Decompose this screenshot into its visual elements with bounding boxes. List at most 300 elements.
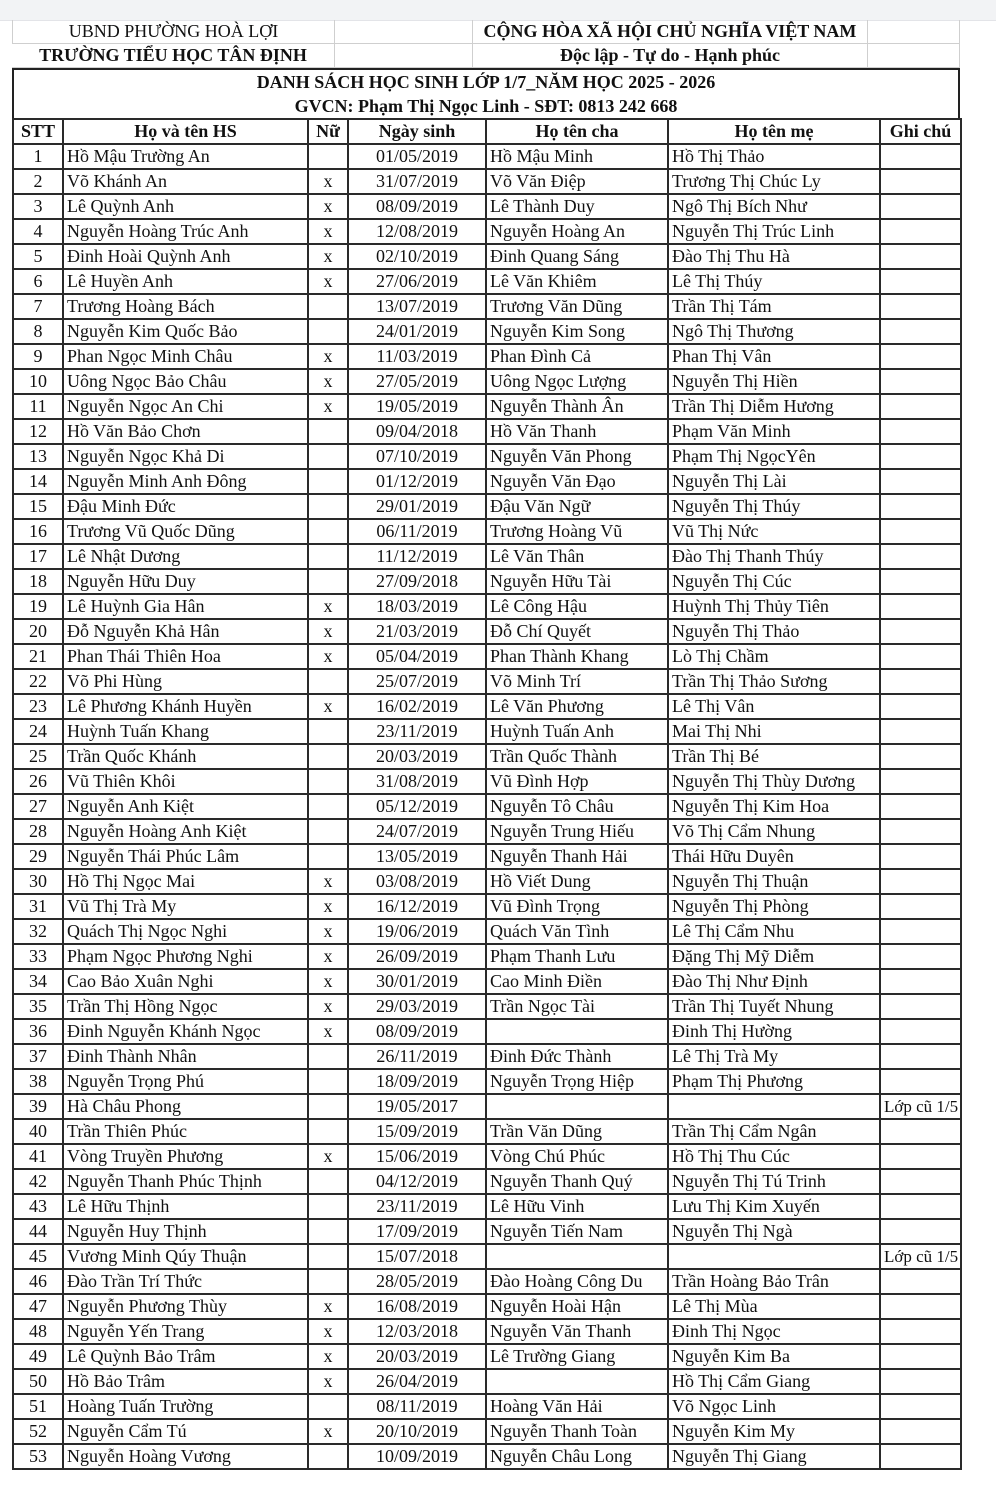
cell-mother-name: Đào Thị Như Định [668,969,880,994]
table-row [13,344,961,369]
cell-mother-name: Thái Hữu Duyên [668,844,880,869]
cell-note [880,744,961,769]
cell-birthdate: 24/01/2019 [348,319,486,344]
cell-stt: 42 [13,1169,63,1194]
cell-birthdate: 29/03/2019 [348,994,486,1019]
cell-stt: 45 [13,1244,63,1269]
cell-female: x [308,344,348,369]
table-row [13,994,961,1019]
cell-stt: 52 [13,1419,63,1444]
cell-mother-name: Nguyễn Thị Cúc [668,569,880,594]
cell-birthdate: 13/07/2019 [348,294,486,319]
cell-mother-name: Vũ Thị Nức [668,519,880,544]
cell-father-name: Lê Công Hậu [486,594,668,619]
col-header-birthdate: Ngày sinh [348,119,486,144]
cell-female: x [308,994,348,1019]
cell-stt: 19 [13,594,63,619]
table-row [13,844,961,869]
cell-father-name: Vũ Đình Trọng [486,894,668,919]
cell-note [880,469,961,494]
cell-father-name: Đinh Đức Thành [486,1044,668,1069]
cell-stt: 10 [13,369,63,394]
cell-stt: 32 [13,919,63,944]
cell-female: x [308,869,348,894]
cell-birthdate: 23/11/2019 [348,1194,486,1219]
cell-father-name: Nguyễn Châu Long [486,1444,668,1469]
cell-mother-name: Trần Thị Tám [668,294,880,319]
cell-father-name [486,1094,668,1119]
cell-note [880,1419,961,1444]
cell-note [880,594,961,619]
table-row [13,1294,961,1319]
table-row [13,1319,961,1344]
cell-female: x [308,969,348,994]
table-row [13,919,961,944]
cell-student-name: Lê Quỳnh Bảo Trâm [63,1344,308,1369]
cell-mother-name: Trần Thị Diễm Hương [668,394,880,419]
cell-student-name: Hoàng Tuấn Trường [63,1394,308,1419]
cell-birthdate: 11/12/2019 [348,544,486,569]
cell-mother-name: Trương Thị Chúc Ly [668,169,880,194]
cell-stt: 22 [13,669,63,694]
cell-father-name: Lê Hữu Vinh [486,1194,668,1219]
cell-female [308,1094,348,1119]
cell-father-name: Nguyễn Tiến Nam [486,1219,668,1244]
cell-note [880,769,961,794]
cell-student-name: Nguyễn Phương Thùy [63,1294,308,1319]
cell-stt: 12 [13,419,63,444]
cell-student-name: Trương Hoàng Bách [63,294,308,319]
cell-female [308,1044,348,1069]
cell-student-name: Lê Nhật Dương [63,544,308,569]
cell-birthdate: 15/07/2018 [348,1244,486,1269]
cell-birthdate: 19/05/2017 [348,1094,486,1119]
cell-birthdate: 03/08/2019 [348,869,486,894]
table-row [13,369,961,394]
cell-student-name: Hồ Mậu Trường An [63,144,308,169]
cell-female: x [308,1419,348,1444]
cell-student-name: Nguyễn Kim Quốc Bảo [63,319,308,344]
table-row [13,669,961,694]
cell-note [880,844,961,869]
cell-stt: 1 [13,144,63,169]
document-header [12,20,960,68]
cell-father-name: Nguyễn Văn Thanh [486,1319,668,1344]
cell-female: x [308,1144,348,1169]
cell-student-name: Cao Bảo Xuân Nghi [63,969,308,994]
district-name: UBND PHƯỜNG HOÀ LỢI [12,20,335,44]
cell-stt: 21 [13,644,63,669]
cell-birthdate: 26/09/2019 [348,944,486,969]
table-row [13,469,961,494]
cell-note [880,1394,961,1419]
col-header-father-name: Họ tên cha [486,119,668,144]
cell-mother-name: Đào Thị Thanh Thúy [668,544,880,569]
table-row [13,1244,961,1269]
cell-stt: 35 [13,994,63,1019]
cell-female [308,319,348,344]
cell-father-name: Lê Văn Phương [486,694,668,719]
table-row [13,719,961,744]
cell-birthdate: 04/12/2019 [348,1169,486,1194]
cell-father-name: Phan Thành Khang [486,644,668,669]
cell-father-name [486,1019,668,1044]
cell-student-name: Đinh Thành Nhân [63,1044,308,1069]
cell-father-name: Hồ Mậu Minh [486,144,668,169]
cell-stt: 44 [13,1219,63,1244]
cell-mother-name: Nguyễn Kim Ba [668,1344,880,1369]
cell-stt: 18 [13,569,63,594]
cell-female: x [308,244,348,269]
cell-father-name: Nguyễn Kim Song [486,319,668,344]
cell-father-name: Lê Văn Thân [486,544,668,569]
cell-mother-name: Nguyễn Thị Tú Trinh [668,1169,880,1194]
cell-birthdate: 26/04/2019 [348,1369,486,1394]
cell-note [880,944,961,969]
cell-birthdate: 27/09/2018 [348,569,486,594]
cell-student-name: Trần Quốc Khánh [63,744,308,769]
table-row [13,969,961,994]
table-row [13,494,961,519]
cell-mother-name: Nguyễn Thị Lài [668,469,880,494]
cell-student-name: Đinh Nguyễn Khánh Ngọc [63,1019,308,1044]
cell-father-name: Đinh Quang Sáng [486,244,668,269]
cell-birthdate: 23/11/2019 [348,719,486,744]
cell-student-name: Trương Vũ Quốc Dũng [63,519,308,544]
table-row [13,144,961,169]
header-spacer [868,20,960,44]
cell-mother-name: Nguyễn Thị Giang [668,1444,880,1469]
cell-stt: 48 [13,1319,63,1344]
table-row [13,194,961,219]
cell-stt: 34 [13,969,63,994]
cell-father-name: Nguyễn Văn Phong [486,444,668,469]
cell-stt: 3 [13,194,63,219]
cell-note [880,1069,961,1094]
cell-female [308,769,348,794]
cell-stt: 36 [13,1019,63,1044]
cell-birthdate: 31/08/2019 [348,769,486,794]
cell-female: x [308,1344,348,1369]
cell-student-name: Phạm Ngọc Phương Nghi [63,944,308,969]
cell-birthdate: 08/11/2019 [348,1394,486,1419]
cell-father-name: Nguyễn Thành Ân [486,394,668,419]
cell-birthdate: 27/06/2019 [348,269,486,294]
cell-father-name: Lê Văn Khiêm [486,269,668,294]
cell-note [880,894,961,919]
col-header-note: Ghi chú [880,119,961,144]
cell-birthdate: 16/02/2019 [348,694,486,719]
cell-birthdate: 20/10/2019 [348,1419,486,1444]
cell-mother-name: Nguyễn Kim My [668,1419,880,1444]
cell-birthdate: 18/09/2019 [348,1069,486,1094]
cell-note [880,994,961,1019]
cell-stt: 4 [13,219,63,244]
cell-student-name: Nguyễn Hữu Duy [63,569,308,594]
cell-note [880,1344,961,1369]
cell-father-name: Hồ Văn Thanh [486,419,668,444]
cell-stt: 31 [13,894,63,919]
table-row [13,1069,961,1094]
cell-mother-name: Phạm Văn Minh [668,419,880,444]
cell-student-name: Huỳnh Tuấn Khang [63,719,308,744]
cell-female [308,519,348,544]
cell-birthdate: 17/09/2019 [348,1219,486,1244]
table-row [13,1044,961,1069]
cell-father-name: Nguyễn Văn Đạo [486,469,668,494]
cell-student-name: Hồ Bảo Trâm [63,1369,308,1394]
cell-father-name: Phan Đình Cả [486,344,668,369]
table-row [13,319,961,344]
cell-student-name: Nguyễn Huy Thịnh [63,1219,308,1244]
cell-student-name: Vũ Thị Trà My [63,894,308,919]
cell-stt: 24 [13,719,63,744]
cell-stt: 8 [13,319,63,344]
cell-birthdate: 16/12/2019 [348,894,486,919]
cell-mother-name: Đinh Thị Ngọc [668,1319,880,1344]
cell-student-name: Vũ Thiên Khôi [63,769,308,794]
cell-student-name: Hồ Văn Bảo Chơn [63,419,308,444]
table-row [13,1019,961,1044]
cell-mother-name: Trần Thị Bé [668,744,880,769]
cell-student-name: Nguyễn Ngọc Khả Di [63,444,308,469]
cell-mother-name: Lê Thị Mùa [668,1294,880,1319]
cell-female [308,494,348,519]
cell-mother-name: Lê Thị Vân [668,694,880,719]
cell-birthdate: 08/09/2019 [348,1019,486,1044]
cell-birthdate: 09/04/2018 [348,419,486,444]
school-name-text: TRƯỜNG TIỂU HỌC TÂN ĐỊNH [39,45,307,65]
table-row [13,694,961,719]
cell-father-name: Nguyễn Hữu Tài [486,569,668,594]
col-header-female: Nữ [308,119,348,144]
cell-student-name: Nguyễn Thái Phúc Lâm [63,844,308,869]
table-row [13,419,961,444]
cell-stt: 38 [13,1069,63,1094]
cell-note [880,244,961,269]
cell-female: x [308,1369,348,1394]
cell-note [880,369,961,394]
cell-note [880,344,961,369]
cell-father-name: Quách Văn Tình [486,919,668,944]
cell-note: Lớp cũ 1/5 [880,1094,961,1119]
cell-female: x [308,219,348,244]
cell-birthdate: 12/08/2019 [348,219,486,244]
cell-stt: 30 [13,869,63,894]
table-row [13,244,961,269]
table-row [13,894,961,919]
cell-father-name: Đào Hoàng Công Du [486,1269,668,1294]
cell-stt: 41 [13,1144,63,1169]
cell-birthdate: 12/03/2018 [348,1319,486,1344]
cell-note [880,1219,961,1244]
cell-stt: 40 [13,1119,63,1144]
cell-female [308,1444,348,1469]
list-title: DANH SÁCH HỌC SINH LỚP 1/7_NĂM HỌC 2025 - 2026 [256,72,716,92]
cell-student-name: Phan Thái Thiên Hoa [63,644,308,669]
cell-student-name: Vòng Truyền Phương [63,1144,308,1169]
cell-stt: 33 [13,944,63,969]
cell-stt: 28 [13,819,63,844]
cell-stt: 43 [13,1194,63,1219]
cell-note [880,1169,961,1194]
cell-stt: 23 [13,694,63,719]
motto-underline [543,68,773,69]
cell-student-name: Đậu Minh Đức [63,494,308,519]
table-row [13,1219,961,1244]
cell-female: x [308,1294,348,1319]
cell-father-name: Trần Văn Dũng [486,1119,668,1144]
cell-note [880,644,961,669]
cell-stt: 7 [13,294,63,319]
cell-female: x [308,919,348,944]
cell-father-name: Phạm Thanh Lưu [486,944,668,969]
table-row [13,744,961,769]
homeroom-teacher: GVCN: Phạm Thị Ngọc Linh - SĐT: 0813 242 668 [294,96,678,116]
cell-birthdate: 26/11/2019 [348,1044,486,1069]
cell-mother-name: Nguyễn Thị Kim Hoa [668,794,880,819]
cell-father-name: Nguyễn Trung Hiếu [486,819,668,844]
cell-student-name: Nguyễn Cẩm Tú [63,1419,308,1444]
table-row [13,169,961,194]
cell-mother-name: Phạm Thị Phương [668,1069,880,1094]
cell-note [880,1269,961,1294]
cell-female: x [308,1019,348,1044]
cell-note [880,194,961,219]
cell-student-name: Quách Thị Ngọc Nghi [63,919,308,944]
cell-student-name: Phan Ngọc Minh Châu [63,344,308,369]
cell-birthdate: 28/05/2019 [348,1269,486,1294]
cell-student-name: Nguyễn Ngọc An Chi [63,394,308,419]
list-titles [12,68,960,118]
cell-female [308,669,348,694]
cell-mother-name: Hồ Thị Thu Cúc [668,1144,880,1169]
cell-student-name: Nguyễn Thanh Phúc Thịnh [63,1169,308,1194]
cell-student-name: Trần Thị Hồng Ngọc [63,994,308,1019]
table-row [13,519,961,544]
table-row [13,594,961,619]
header-spacer [868,44,960,68]
cell-note [880,544,961,569]
cell-female: x [308,194,348,219]
cell-student-name: Võ Khánh An [63,169,308,194]
cell-stt: 16 [13,519,63,544]
cell-mother-name: Võ Ngọc Linh [668,1394,880,1419]
cell-note [880,169,961,194]
cell-stt: 25 [13,744,63,769]
cell-stt: 13 [13,444,63,469]
cell-birthdate: 07/10/2019 [348,444,486,469]
school-underline [104,68,214,69]
cell-female: x [308,369,348,394]
table-header-row [13,119,961,144]
cell-note [880,1444,961,1469]
cell-student-name: Đào Trần Trí Thức [63,1269,308,1294]
header-spacer [335,20,473,44]
table-row [13,219,961,244]
table-row [13,794,961,819]
cell-female [308,544,348,569]
cell-father-name [486,1244,668,1269]
cell-mother-name: Trần Thị Cẩm Ngân [668,1119,880,1144]
viewer-top-bar [0,0,996,21]
cell-note [880,1044,961,1069]
cell-student-name: Uông Ngọc Bảo Châu [63,369,308,394]
cell-birthdate: 10/09/2019 [348,1444,486,1469]
cell-female [308,469,348,494]
cell-mother-name: Nguyễn Thị Thuận [668,869,880,894]
cell-mother-name: Lưu Thị Kim Xuyến [668,1194,880,1219]
cell-mother-name: Võ Thị Cẩm Nhung [668,819,880,844]
cell-note [880,269,961,294]
cell-birthdate: 19/05/2019 [348,394,486,419]
cell-note [880,444,961,469]
cell-mother-name [668,1094,880,1119]
cell-birthdate: 11/03/2019 [348,344,486,369]
cell-father-name: Hoàng Văn Hải [486,1394,668,1419]
cell-stt: 5 [13,244,63,269]
cell-stt: 11 [13,394,63,419]
cell-note [880,144,961,169]
cell-father-name: Đỗ Chí Quyết [486,619,668,644]
cell-note [880,719,961,744]
cell-birthdate: 13/05/2019 [348,844,486,869]
cell-mother-name: Phan Thị Vân [668,344,880,369]
cell-note [880,1194,961,1219]
cell-note [880,1369,961,1394]
cell-birthdate: 25/07/2019 [348,669,486,694]
cell-birthdate: 15/09/2019 [348,1119,486,1144]
cell-note [880,1144,961,1169]
table-row [13,1369,961,1394]
cell-female [308,1119,348,1144]
cell-female [308,1219,348,1244]
cell-student-name: Lê Phương Khánh Huyền [63,694,308,719]
table-row [13,269,961,294]
cell-note: Lớp cũ 1/5 [880,1244,961,1269]
cell-birthdate: 06/11/2019 [348,519,486,544]
cell-female [308,294,348,319]
cell-note [880,569,961,594]
cell-note [880,1294,961,1319]
table-row [13,1169,961,1194]
cell-birthdate: 29/01/2019 [348,494,486,519]
cell-mother-name: Trần Thị Thảo Sương [668,669,880,694]
motto-text: Độc lập - Tự do - Hạnh phúc [559,45,781,65]
cell-female [308,794,348,819]
cell-birthdate: 21/03/2019 [348,619,486,644]
cell-stt: 39 [13,1094,63,1119]
cell-female: x [308,594,348,619]
cell-father-name: Vòng Chú Phúc [486,1144,668,1169]
student-list-sheet [12,20,960,1470]
cell-female [308,1069,348,1094]
cell-father-name: Nguyễn Tô Châu [486,794,668,819]
cell-father-name: Nguyễn Hoài Hận [486,1294,668,1319]
table-row [13,1094,961,1119]
header-spacer [335,44,473,68]
cell-student-name: Nguyễn Minh Anh Đông [63,469,308,494]
cell-birthdate: 24/07/2019 [348,819,486,844]
cell-student-name: Trần Thiên Phúc [63,1119,308,1144]
cell-father-name: Võ Minh Trí [486,669,668,694]
cell-mother-name: Nguyễn Thị Thúy [668,494,880,519]
table-row [13,869,961,894]
cell-father-name: Nguyễn Trọng Hiệp [486,1069,668,1094]
cell-mother-name: Hồ Thị Thảo [668,144,880,169]
cell-mother-name: Nguyễn Thị Trúc Linh [668,219,880,244]
cell-mother-name: Lê Thị Trà My [668,1044,880,1069]
